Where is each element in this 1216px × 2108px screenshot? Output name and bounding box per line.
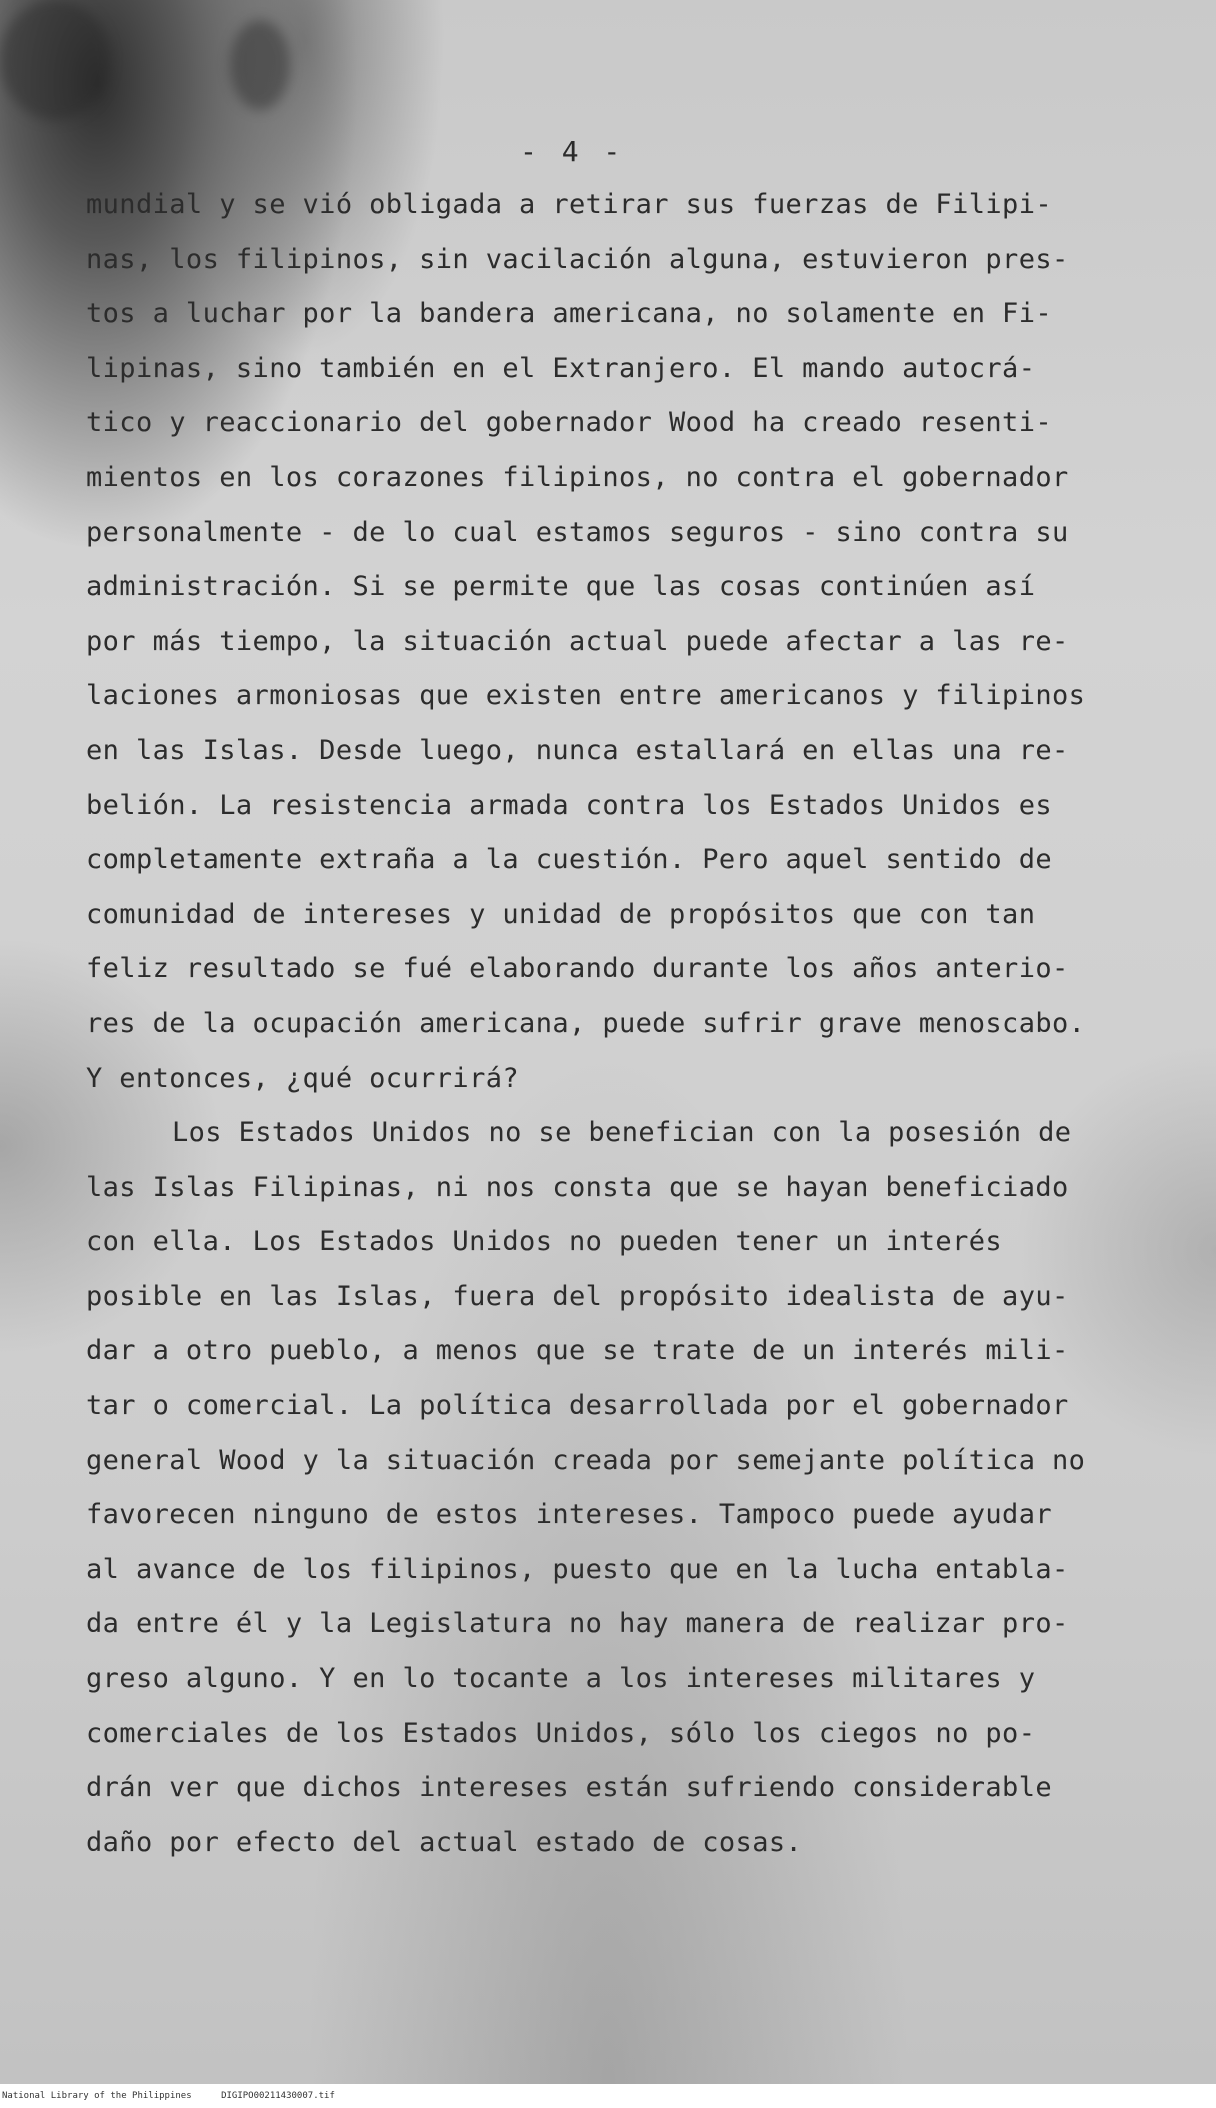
library-name: National Library of the Philippines [2, 2091, 192, 2101]
text-line: favorecen ninguno de estos intereses. Tampoco puede ayudar [86, 1499, 1053, 1531]
text-line: en las Islas. Desde luego, nunca estallará en ellas una re- [86, 734, 1069, 766]
ink-smudge [230, 20, 290, 110]
body-text [86, 178, 1146, 1870]
file-identifier: DIGIPO00211430007.tif [221, 2091, 335, 2101]
page-number: - 4 - [520, 135, 625, 168]
text-line: posible en las Islas, fuera del propósito idealista de ayu- [86, 1280, 1069, 1312]
text-line: con ella. Los Estados Unidos no pueden tener un interés [86, 1226, 1003, 1258]
text-line: Y entonces, ¿qué ocurrirá? [86, 1062, 520, 1094]
text-line: comerciales de los Estados Unidos, sólo los ciegos no po- [86, 1717, 1036, 1749]
text-line: nas, los filipinos, sin vacilación alguna, estuvieron pres- [86, 243, 1069, 275]
text-line: res de la ocupación americana, puede sufrir grave menoscabo. [86, 1007, 1086, 1039]
text-line: al avance de los filipinos, puesto que en la lucha entabla- [86, 1553, 1069, 1585]
text-line: dar a otro pueblo, a menos que se trate de un interés mili- [86, 1335, 1069, 1367]
archive-footer [0, 2084, 1216, 2108]
ink-smudge [0, 0, 110, 120]
text-line: tico y reaccionario del gobernador Wood ha creado resenti- [86, 407, 1053, 439]
text-line: personalmente - de lo cual estamos seguros - sino contra su [86, 516, 1069, 548]
text-line: laciones armoniosas que existen entre americanos y filipinos [86, 680, 1086, 712]
paragraph-start-line: Los Estados Unidos no se benefician con la posesión de [172, 1117, 1072, 1149]
text-line: lipinas, sino también en el Extranjero. El mando autocrá- [86, 352, 1036, 384]
text-line: completamente extraña a la cuestión. Pero aquel sentido de [86, 844, 1053, 876]
text-line: por más tiempo, la situación actual puede afectar a las re- [86, 625, 1069, 657]
text-line: da entre él y la Legislatura no hay manera de realizar pro- [86, 1608, 1069, 1640]
text-line: daño por efecto del actual estado de cosas. [86, 1826, 803, 1858]
text-line: general Wood y la situación creada por semejante política no [86, 1444, 1086, 1476]
text-line: administración. Si se permite que las cosas continúen así [86, 571, 1036, 603]
text-line: drán ver que dichos intereses están sufriendo considerable [86, 1772, 1053, 1804]
text-line: tar o comercial. La política desarrollada por el gobernador [86, 1390, 1069, 1422]
text-line: greso alguno. Y en lo tocante a los intereses militares y [86, 1663, 1036, 1695]
text-line: las Islas Filipinas, ni nos consta que se hayan beneficiado [86, 1171, 1069, 1203]
text-line: feliz resultado se fué elaborando durante los años anterio- [86, 953, 1069, 985]
text-line: belión. La resistencia armada contra los Estados Unidos es [86, 789, 1053, 821]
text-line: comunidad de intereses y unidad de propósitos que con tan [86, 898, 1036, 930]
text-line: tos a luchar por la bandera americana, no solamente en Fi- [86, 298, 1053, 330]
text-line: mundial y se vió obligada a retirar sus fuerzas de Filipi- [86, 189, 1053, 220]
text-line: mientos en los corazones filipinos, no contra el gobernador [86, 461, 1069, 493]
